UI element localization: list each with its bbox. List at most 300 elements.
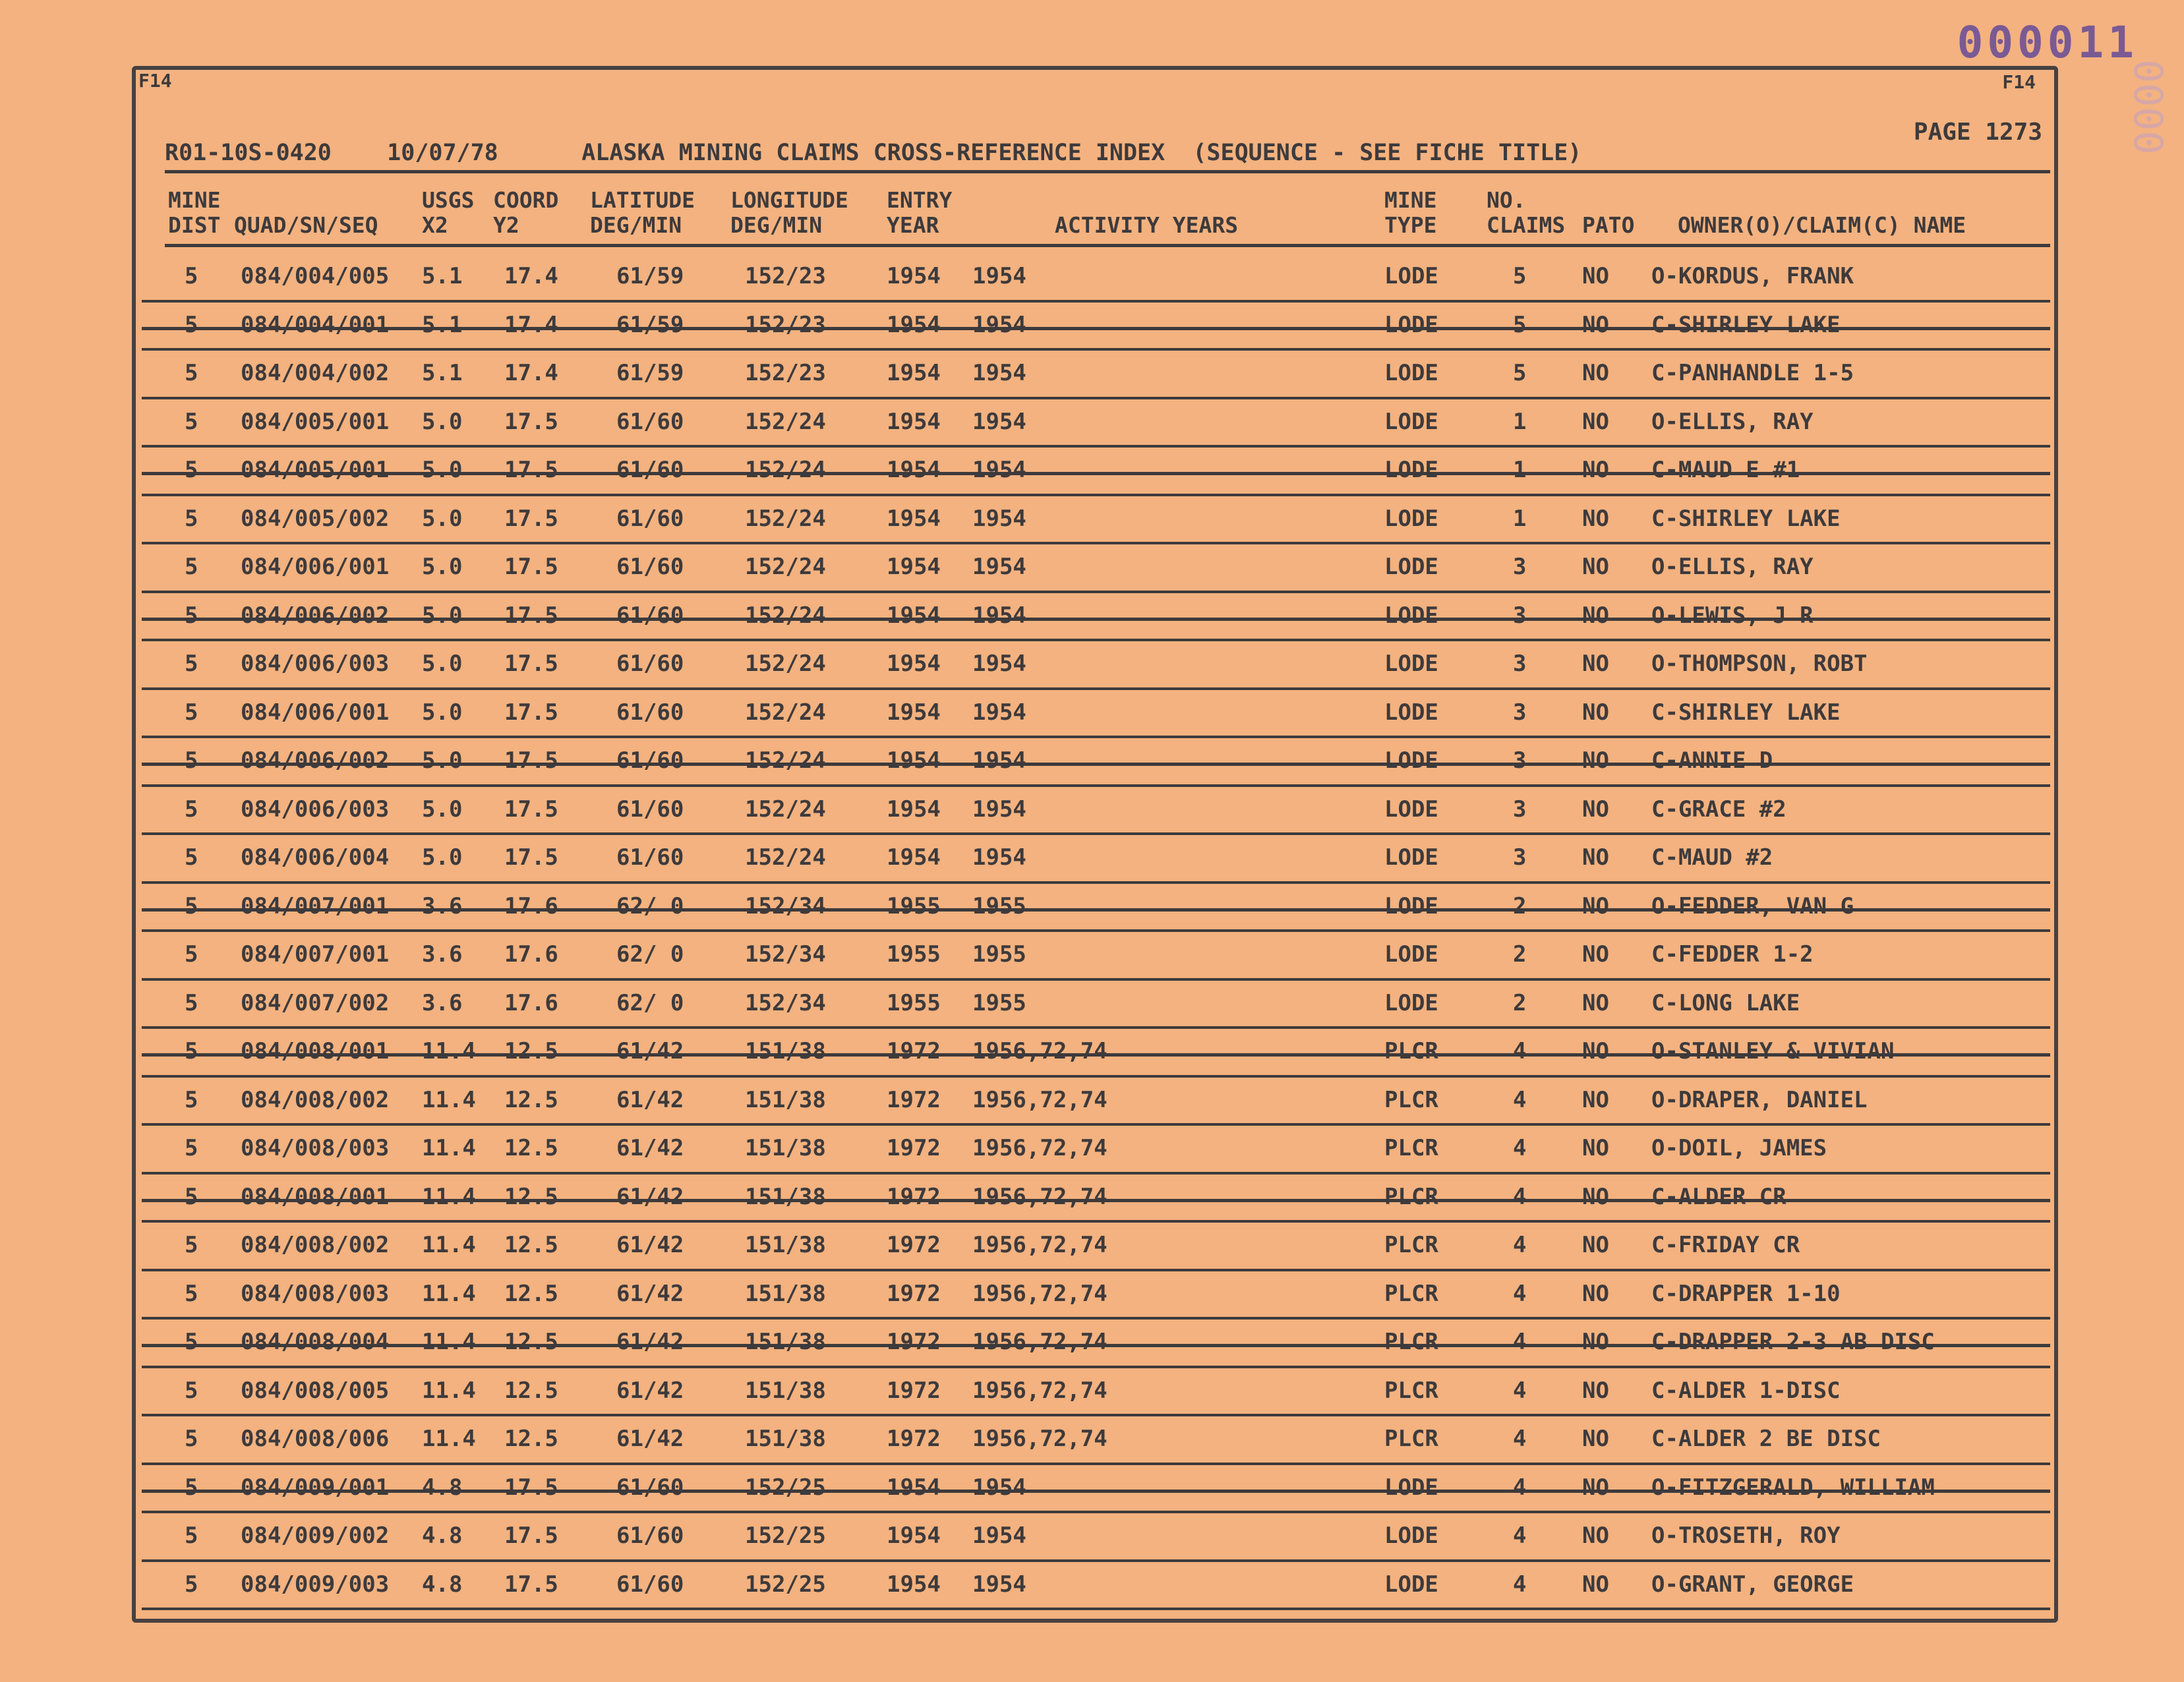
header-pato: PATO: [1582, 212, 1635, 238]
activity-years-cell: 1954: [972, 554, 1026, 580]
row-rule: [142, 1608, 2050, 1610]
latitude-cell: 61/42: [616, 1183, 684, 1210]
usgs-x-cell: 5.1: [422, 263, 463, 289]
strikethrough-line: [142, 327, 2050, 330]
latitude-cell: 61/59: [616, 360, 684, 386]
activity-years-cell: 1956,72,74: [972, 1183, 1107, 1210]
usgs-x-cell: 5.0: [422, 699, 463, 726]
latitude-cell: 61/60: [616, 1474, 684, 1501]
mine-dist-cell: 5: [185, 554, 198, 580]
entry-year-cell: 1954: [887, 796, 941, 823]
no-claims-cell: 2: [1513, 892, 1527, 919]
table-row: [0, 787, 2184, 836]
table-row: [0, 932, 2184, 981]
longitude-cell: 151/38: [745, 1086, 826, 1113]
report-sequence: (SEQUENCE - SEE FICHE TITLE): [1193, 140, 1582, 166]
longitude-cell: 152/23: [745, 360, 826, 386]
longitude-cell: 151/38: [745, 1329, 826, 1355]
mine-type-cell: PLCR: [1384, 1426, 1438, 1452]
header-latitude: LATITUDE DEG/MIN: [590, 187, 695, 238]
quad-cell: 084/005/002: [241, 505, 390, 532]
pato-cell: NO: [1582, 747, 1609, 774]
entry-year-cell: 1954: [887, 844, 941, 871]
pato-cell: NO: [1582, 1280, 1609, 1307]
entry-year-cell: 1954: [887, 457, 941, 483]
pato-cell: NO: [1582, 941, 1609, 968]
latitude-cell: 61/60: [616, 651, 684, 677]
usgs-x-cell: 5.0: [422, 505, 463, 532]
pato-cell: NO: [1582, 505, 1609, 532]
latitude-cell: 61/60: [616, 747, 684, 774]
header-mine-type: MINE TYPE: [1384, 187, 1437, 238]
table-row: [0, 303, 2184, 351]
latitude-cell: 62/ 0: [616, 892, 684, 919]
no-claims-cell: 1: [1513, 457, 1527, 483]
pato-cell: NO: [1582, 699, 1609, 726]
pato-cell: NO: [1582, 408, 1609, 435]
usgs-x-cell: 3.6: [422, 941, 463, 968]
owner-claim-name-cell: O-STANLEY & VIVIAN: [1651, 1038, 1895, 1064]
document-stamp-number: 000011: [1957, 17, 2138, 68]
strikethrough-line: [142, 472, 2050, 475]
longitude-cell: 151/38: [745, 1377, 826, 1404]
usgs-x-cell: 5.0: [422, 554, 463, 580]
activity-years-cell: 1954: [972, 505, 1026, 532]
pato-cell: NO: [1582, 1522, 1609, 1549]
usgs-y-cell: 17.5: [504, 796, 558, 823]
quad-cell: 084/008/002: [241, 1086, 390, 1113]
usgs-x-cell: 3.6: [422, 989, 463, 1016]
activity-years-cell: 1954: [972, 796, 1026, 823]
quad-cell: 084/004/002: [241, 360, 390, 386]
table-row: [0, 399, 2184, 448]
quad-cell: 084/005/001: [241, 457, 390, 483]
mine-type-cell: LODE: [1384, 1522, 1438, 1549]
mine-dist-cell: 5: [185, 1086, 198, 1113]
longitude-cell: 152/24: [745, 554, 826, 580]
usgs-y-cell: 17.5: [504, 554, 558, 580]
usgs-y-cell: 17.4: [504, 360, 558, 386]
table-row: [0, 1465, 2184, 1514]
mine-type-cell: LODE: [1384, 651, 1438, 677]
mine-dist-cell: 5: [185, 1571, 198, 1598]
entry-year-cell: 1954: [887, 554, 941, 580]
latitude-cell: 61/60: [616, 408, 684, 435]
strikethrough-line: [142, 1053, 2050, 1057]
quad-cell: 084/008/001: [241, 1038, 390, 1064]
usgs-y-cell: 12.5: [504, 1183, 558, 1210]
quad-cell: 084/005/001: [241, 408, 390, 435]
latitude-cell: 61/60: [616, 1571, 684, 1598]
owner-claim-name-cell: C-ALDER CR: [1651, 1183, 1786, 1210]
latitude-cell: 61/60: [616, 796, 684, 823]
activity-years-cell: 1956,72,74: [972, 1086, 1107, 1113]
quad-cell: 084/008/002: [241, 1232, 390, 1258]
activity-years-cell: 1956,72,74: [972, 1232, 1107, 1258]
table-row: [0, 1513, 2184, 1562]
latitude-cell: 61/42: [616, 1232, 684, 1258]
mine-dist-cell: 5: [185, 1183, 198, 1210]
mine-dist-cell: 5: [185, 651, 198, 677]
header-usgs-x: USGS X2: [422, 187, 475, 238]
mine-type-cell: LODE: [1384, 796, 1438, 823]
table-row: [0, 1271, 2184, 1320]
header-entry-year: ENTRY YEAR: [887, 187, 953, 238]
owner-claim-name-cell: C-MAUD E #1: [1651, 457, 1800, 483]
latitude-cell: 61/60: [616, 457, 684, 483]
mine-type-cell: PLCR: [1384, 1038, 1438, 1064]
mine-dist-cell: 5: [185, 1522, 198, 1549]
quad-cell: 084/008/003: [241, 1135, 390, 1161]
quad-cell: 084/009/002: [241, 1522, 390, 1549]
pato-cell: NO: [1582, 651, 1609, 677]
pato-cell: NO: [1582, 1426, 1609, 1452]
usgs-x-cell: 5.0: [422, 747, 463, 774]
quad-cell: 084/008/006: [241, 1426, 390, 1452]
pato-cell: NO: [1582, 311, 1609, 338]
owner-claim-name-cell: O-GRANT, GEORGE: [1651, 1571, 1854, 1598]
entry-year-cell: 1954: [887, 747, 941, 774]
table-row: [0, 1223, 2184, 1271]
no-claims-cell: 4: [1513, 1377, 1527, 1404]
owner-claim-name-cell: C-SHIRLEY LAKE: [1651, 505, 1841, 532]
mine-type-cell: LODE: [1384, 989, 1438, 1016]
activity-years-cell: 1956,72,74: [972, 1038, 1107, 1064]
quad-cell: 084/006/002: [241, 602, 390, 629]
longitude-cell: 152/25: [745, 1522, 826, 1549]
entry-year-cell: 1954: [887, 408, 941, 435]
activity-years-cell: 1956,72,74: [972, 1377, 1107, 1404]
mine-dist-cell: 5: [185, 263, 198, 289]
usgs-y-cell: 17.5: [504, 651, 558, 677]
mine-dist-cell: 5: [185, 699, 198, 726]
usgs-y-cell: 17.5: [504, 1571, 558, 1598]
quad-cell: 084/006/004: [241, 844, 390, 871]
owner-claim-name-cell: O-ELLIS, RAY: [1651, 408, 1814, 435]
mine-type-cell: LODE: [1384, 1474, 1438, 1501]
no-claims-cell: 3: [1513, 699, 1527, 726]
activity-years-cell: 1954: [972, 602, 1026, 629]
mine-type-cell: LODE: [1384, 941, 1438, 968]
usgs-x-cell: 5.1: [422, 360, 463, 386]
owner-claim-name-cell: O-ELLIS, RAY: [1651, 554, 1814, 580]
mine-type-cell: LODE: [1384, 699, 1438, 726]
header-rule: [165, 244, 2050, 247]
table-row: [0, 1029, 2184, 1078]
usgs-y-cell: 17.5: [504, 1522, 558, 1549]
mine-dist-cell: 5: [185, 1038, 198, 1064]
pato-cell: NO: [1582, 263, 1609, 289]
table-row: [0, 544, 2184, 593]
usgs-x-cell: 5.1: [422, 311, 463, 338]
header-mine-dist: MINE DIST: [168, 187, 221, 238]
latitude-cell: 62/ 0: [616, 941, 684, 968]
quad-cell: 084/006/001: [241, 699, 390, 726]
table-row: [0, 835, 2184, 884]
activity-years-cell: 1954: [972, 699, 1026, 726]
longitude-cell: 152/24: [745, 844, 826, 871]
latitude-cell: 61/42: [616, 1086, 684, 1113]
entry-year-cell: 1954: [887, 311, 941, 338]
mine-type-cell: LODE: [1384, 505, 1438, 532]
table-row: [0, 1368, 2184, 1417]
report-id: R01-10S-0420: [165, 140, 332, 166]
entry-year-cell: 1972: [887, 1038, 941, 1064]
latitude-cell: 61/42: [616, 1377, 684, 1404]
no-claims-cell: 1: [1513, 505, 1527, 532]
header-no-claims: NO. CLAIMS: [1487, 187, 1566, 238]
table-row: [0, 1174, 2184, 1223]
no-claims-cell: 4: [1513, 1329, 1527, 1355]
claims-table-body: [0, 254, 2184, 1610]
entry-year-cell: 1972: [887, 1280, 941, 1307]
mine-dist-cell: 5: [185, 505, 198, 532]
strikethrough-line: [142, 1199, 2050, 1202]
usgs-x-cell: 4.8: [422, 1522, 463, 1549]
mine-type-cell: PLCR: [1384, 1183, 1438, 1210]
longitude-cell: 151/38: [745, 1426, 826, 1452]
report-title: ALASKA MINING CLAIMS CROSS-REFERENCE INDEX: [581, 140, 1166, 166]
longitude-cell: 151/38: [745, 1280, 826, 1307]
pato-cell: NO: [1582, 1183, 1609, 1210]
table-row: [0, 254, 2184, 303]
header-owner-claim-name: OWNER(O)/CLAIM(C) NAME: [1678, 212, 1966, 238]
longitude-cell: 152/23: [745, 263, 826, 289]
entry-year-cell: 1972: [887, 1135, 941, 1161]
no-claims-cell: 3: [1513, 602, 1527, 629]
quad-cell: 084/009/001: [241, 1474, 390, 1501]
mine-type-cell: LODE: [1384, 892, 1438, 919]
mine-dist-cell: 5: [185, 1280, 198, 1307]
usgs-y-cell: 17.5: [504, 844, 558, 871]
pato-cell: NO: [1582, 1329, 1609, 1355]
usgs-x-cell: 5.0: [422, 844, 463, 871]
latitude-cell: 61/60: [616, 602, 684, 629]
no-claims-cell: 5: [1513, 311, 1527, 338]
page-number: PAGE 1273: [1913, 119, 2042, 146]
table-row: [0, 351, 2184, 399]
column-headers: [0, 188, 2184, 247]
quad-cell: 084/008/001: [241, 1183, 390, 1210]
latitude-cell: 62/ 0: [616, 989, 684, 1016]
activity-years-cell: 1955: [972, 941, 1026, 968]
table-row: [0, 884, 2184, 933]
longitude-cell: 152/34: [745, 989, 826, 1016]
owner-claim-name-cell: C-GRACE #2: [1651, 796, 1786, 823]
entry-year-cell: 1954: [887, 651, 941, 677]
mine-dist-cell: 5: [185, 408, 198, 435]
no-claims-cell: 4: [1513, 1474, 1527, 1501]
mine-dist-cell: 5: [185, 892, 198, 919]
no-claims-cell: 4: [1513, 1426, 1527, 1452]
no-claims-cell: 2: [1513, 941, 1527, 968]
mine-type-cell: LODE: [1384, 263, 1438, 289]
entry-year-cell: 1954: [887, 263, 941, 289]
usgs-x-cell: 3.6: [422, 892, 463, 919]
no-claims-cell: 5: [1513, 263, 1527, 289]
usgs-x-cell: 5.0: [422, 796, 463, 823]
mine-dist-cell: 5: [185, 360, 198, 386]
quad-cell: 084/008/003: [241, 1280, 390, 1307]
longitude-cell: 152/24: [745, 457, 826, 483]
activity-years-cell: 1954: [972, 1474, 1026, 1501]
mine-dist-cell: 5: [185, 1329, 198, 1355]
activity-years-cell: 1954: [972, 651, 1026, 677]
activity-years-cell: 1954: [972, 360, 1026, 386]
no-claims-cell: 4: [1513, 1135, 1527, 1161]
usgs-y-cell: 12.5: [504, 1329, 558, 1355]
mine-type-cell: LODE: [1384, 747, 1438, 774]
usgs-x-cell: 11.4: [422, 1377, 476, 1404]
header-usgs-y: COORD Y2: [493, 187, 559, 238]
usgs-x-cell: 4.8: [422, 1474, 463, 1501]
no-claims-cell: 1: [1513, 408, 1527, 435]
usgs-x-cell: 11.4: [422, 1426, 476, 1452]
usgs-y-cell: 17.5: [504, 457, 558, 483]
activity-years-cell: 1954: [972, 408, 1026, 435]
no-claims-cell: 4: [1513, 1038, 1527, 1064]
no-claims-cell: 4: [1513, 1086, 1527, 1113]
mine-type-cell: LODE: [1384, 554, 1438, 580]
usgs-y-cell: 12.5: [504, 1232, 558, 1258]
no-claims-cell: 3: [1513, 844, 1527, 871]
owner-claim-name-cell: O-FEDDER, VAN G: [1651, 892, 1854, 919]
longitude-cell: 152/34: [745, 941, 826, 968]
strikethrough-line: [142, 908, 2050, 912]
activity-years-cell: 1955: [972, 892, 1026, 919]
usgs-y-cell: 12.5: [504, 1280, 558, 1307]
owner-claim-name-cell: C-LONG LAKE: [1651, 989, 1800, 1016]
pato-cell: NO: [1582, 989, 1609, 1016]
usgs-y-cell: 17.5: [504, 699, 558, 726]
no-claims-cell: 4: [1513, 1183, 1527, 1210]
usgs-y-cell: 17.5: [504, 505, 558, 532]
owner-claim-name-cell: C-ALDER 1-DISC: [1651, 1377, 1841, 1404]
owner-claim-name-cell: O-DOIL, JAMES: [1651, 1135, 1827, 1161]
no-claims-cell: 3: [1513, 651, 1527, 677]
mine-type-cell: LODE: [1384, 311, 1438, 338]
owner-claim-name-cell: O-KORDUS, FRANK: [1651, 263, 1854, 289]
pato-cell: NO: [1582, 1474, 1609, 1501]
longitude-cell: 152/24: [745, 651, 826, 677]
mine-dist-cell: 5: [185, 989, 198, 1016]
entry-year-cell: 1955: [887, 989, 941, 1016]
longitude-cell: 151/38: [745, 1232, 826, 1258]
table-row: [0, 738, 2184, 787]
usgs-x-cell: 11.4: [422, 1183, 476, 1210]
quad-cell: 084/008/005: [241, 1377, 390, 1404]
latitude-cell: 61/42: [616, 1038, 684, 1064]
longitude-cell: 152/24: [745, 408, 826, 435]
owner-claim-name-cell: C-SHIRLEY LAKE: [1651, 311, 1841, 338]
quad-cell: 084/004/005: [241, 263, 390, 289]
usgs-y-cell: 12.5: [504, 1377, 558, 1404]
pato-cell: NO: [1582, 844, 1609, 871]
entry-year-cell: 1954: [887, 1474, 941, 1501]
table-row: [0, 1320, 2184, 1368]
mine-type-cell: PLCR: [1384, 1329, 1438, 1355]
usgs-y-cell: 17.6: [504, 989, 558, 1016]
usgs-x-cell: 11.4: [422, 1232, 476, 1258]
latitude-cell: 61/60: [616, 505, 684, 532]
entry-year-cell: 1954: [887, 699, 941, 726]
no-claims-cell: 3: [1513, 747, 1527, 774]
activity-years-cell: 1954: [972, 747, 1026, 774]
usgs-x-cell: 5.0: [422, 602, 463, 629]
mine-type-cell: LODE: [1384, 408, 1438, 435]
longitude-cell: 152/25: [745, 1571, 826, 1598]
longitude-cell: 152/24: [745, 747, 826, 774]
mine-dist-cell: 5: [185, 602, 198, 629]
report-header-line: [165, 140, 2050, 173]
longitude-cell: 152/24: [745, 602, 826, 629]
usgs-y-cell: 17.4: [504, 311, 558, 338]
entry-year-cell: 1955: [887, 892, 941, 919]
pato-cell: NO: [1582, 1232, 1609, 1258]
usgs-y-cell: 17.6: [504, 941, 558, 968]
quad-cell: 084/009/003: [241, 1571, 390, 1598]
strikethrough-line: [142, 618, 2050, 621]
pato-cell: NO: [1582, 1135, 1609, 1161]
entry-year-cell: 1972: [887, 1329, 941, 1355]
no-claims-cell: 2: [1513, 989, 1527, 1016]
header-longitude: LONGITUDE DEG/MIN: [730, 187, 848, 238]
report-date: 10/07/78: [387, 140, 498, 166]
mine-dist-cell: 5: [185, 844, 198, 871]
table-row: [0, 641, 2184, 690]
mine-dist-cell: 5: [185, 796, 198, 823]
longitude-cell: 152/25: [745, 1474, 826, 1501]
table-row: [0, 690, 2184, 739]
mine-type-cell: LODE: [1384, 360, 1438, 386]
owner-claim-name-cell: C-FRIDAY CR: [1651, 1232, 1800, 1258]
table-row: [0, 1562, 2184, 1611]
quad-cell: 084/006/002: [241, 747, 390, 774]
quad-cell: 084/008/004: [241, 1329, 390, 1355]
corner-label-left: F14: [138, 70, 172, 92]
latitude-cell: 61/60: [616, 1522, 684, 1549]
usgs-x-cell: 11.4: [422, 1135, 476, 1161]
mine-type-cell: PLCR: [1384, 1280, 1438, 1307]
usgs-y-cell: 12.5: [504, 1086, 558, 1113]
usgs-y-cell: 12.5: [504, 1426, 558, 1452]
longitude-cell: 151/38: [745, 1183, 826, 1210]
latitude-cell: 61/42: [616, 1280, 684, 1307]
mine-type-cell: PLCR: [1384, 1086, 1438, 1113]
activity-years-cell: 1955: [972, 989, 1026, 1016]
latitude-cell: 61/59: [616, 311, 684, 338]
usgs-x-cell: 5.0: [422, 651, 463, 677]
owner-claim-name-cell: O-FITZGERALD, WILLIAM: [1651, 1474, 1935, 1501]
mine-dist-cell: 5: [185, 747, 198, 774]
activity-years-cell: 1954: [972, 1571, 1026, 1598]
owner-claim-name-cell: O-THOMPSON, ROBT: [1651, 651, 1868, 677]
no-claims-cell: 4: [1513, 1232, 1527, 1258]
usgs-x-cell: 5.0: [422, 457, 463, 483]
table-row: [0, 1126, 2184, 1174]
entry-year-cell: 1972: [887, 1086, 941, 1113]
mine-dist-cell: 5: [185, 311, 198, 338]
usgs-x-cell: 11.4: [422, 1086, 476, 1113]
activity-years-cell: 1956,72,74: [972, 1135, 1107, 1161]
mine-type-cell: PLCR: [1384, 1232, 1438, 1258]
corner-label-right: F14: [2002, 71, 2036, 93]
latitude-cell: 61/60: [616, 554, 684, 580]
latitude-cell: 61/59: [616, 263, 684, 289]
side-marks: 0000: [2125, 59, 2171, 155]
latitude-cell: 61/60: [616, 844, 684, 871]
entry-year-cell: 1954: [887, 505, 941, 532]
